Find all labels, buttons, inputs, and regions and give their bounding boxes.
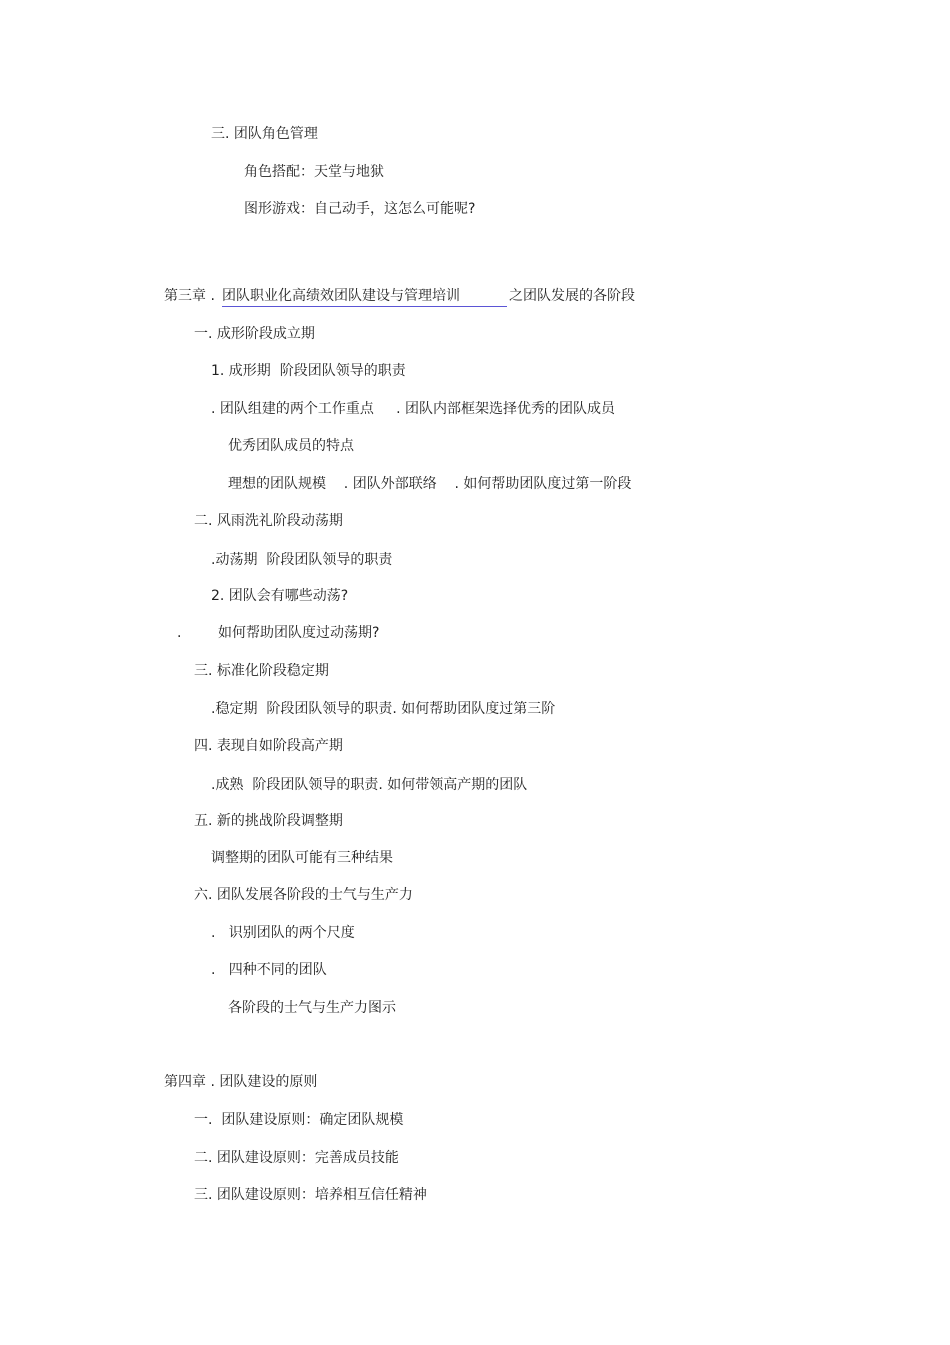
list-item: .成熟 阶段团队领导的职责. 如何带领高产期的团队 [211, 777, 528, 793]
list-item: 调整期的团队可能有三种结果 [211, 850, 393, 866]
section-heading: 一. 团队建设原则：确定团队规模 [194, 1112, 404, 1128]
chapter-4-heading: 第四章 . 团队建设的原则 [164, 1074, 318, 1090]
list-item: . 团队组建的两个工作重点 . 团队内部框架选择优秀的团队成员 [211, 401, 616, 417]
list-item: .动荡期 阶段团队领导的职责 [211, 552, 393, 568]
section-heading: 二. 风雨洗礼阶段动荡期 [194, 513, 343, 529]
section-heading: 二. 团队建设原则：完善成员技能 [194, 1150, 399, 1166]
section-heading: 一. 成形阶段成立期 [194, 326, 315, 342]
list-item: 如何帮助团队度过动荡期? [218, 625, 380, 641]
list-item: . 识别团队的两个尺度 [211, 925, 355, 941]
section-heading-team-roles: 三. 团队角色管理 [211, 126, 318, 142]
section-heading: 三. 团队建设原则：培养相互信任精神 [194, 1187, 427, 1203]
section-heading: 五. 新的挑战阶段调整期 [194, 813, 343, 829]
list-bullet: . [177, 625, 182, 641]
section-heading: 四. 表现自如阶段高产期 [194, 738, 343, 754]
list-item: 优秀团队成员的特点 [228, 438, 354, 454]
list-item: . 四种不同的团队 [211, 962, 327, 978]
list-item: .稳定期 阶段团队领导的职责. 如何帮助团队度过第三阶 [211, 701, 556, 717]
chapter-3-title-suffix: 之团队发展的各阶段 [509, 288, 635, 304]
section-heading: 六. 团队发展各阶段的士气与生产力 [194, 887, 413, 903]
list-item: 1. 成形期 阶段团队领导的职责 [211, 363, 406, 379]
chapter-3-label: 第三章 . [164, 288, 215, 304]
chapter-3-link[interactable]: 团队职业化高绩效团队建设与管理培训 [222, 287, 507, 307]
list-item: 角色搭配：天堂与地狱 [244, 164, 384, 180]
list-item: 理想的团队规模 . 团队外部联络 . 如何帮助团队度过第一阶段 [228, 476, 632, 492]
list-item: 2. 团队会有哪些动荡? [211, 588, 349, 604]
section-heading: 三. 标准化阶段稳定期 [194, 663, 329, 679]
list-item: 图形游戏：自己动手，这怎么可能呢? [244, 201, 476, 217]
list-item: 各阶段的士气与生产力图示 [228, 1000, 396, 1016]
